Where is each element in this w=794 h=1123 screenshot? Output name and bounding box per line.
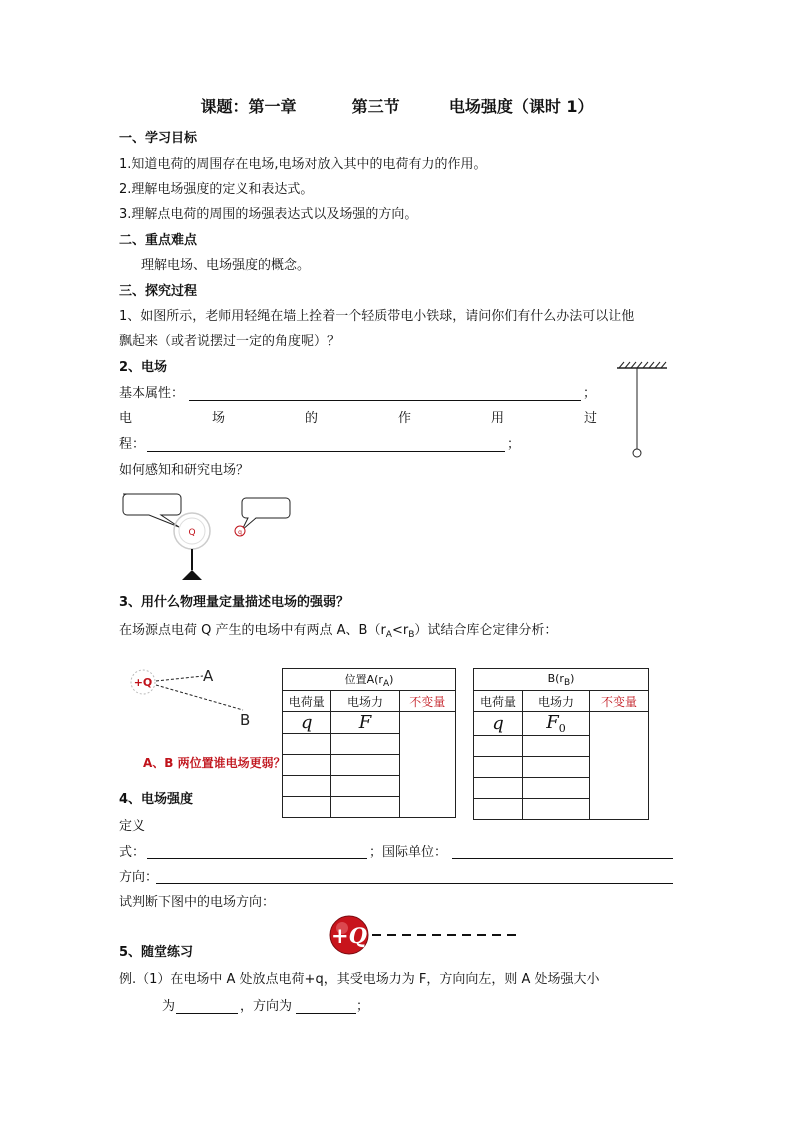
how-question: 如何感知和研究电场？ <box>119 463 250 478</box>
header-charge: 电荷量 <box>474 691 523 712</box>
unit-label: ；国际单位： <box>369 845 448 860</box>
table-position-b <box>473 668 649 820</box>
test-charge-label: q <box>238 529 242 536</box>
direction-blank[interactable] <box>156 883 673 884</box>
key-point-text: 理解电场、电场强度的概念。 <box>141 258 311 273</box>
intro-less-than: <r <box>391 623 409 638</box>
table-a-caption: 位置$A(r_A)$ <box>283 669 456 691</box>
point-a-label: A <box>203 667 214 685</box>
field-sensing-figure <box>118 490 298 585</box>
header-force: 电场力 <box>331 691 399 712</box>
page-title <box>0 98 794 116</box>
intro-text-b: ）试结合库仑定律分析： <box>414 623 558 638</box>
point-b-label: B <box>240 711 251 729</box>
process-char: 的 <box>305 411 319 426</box>
process-char: 场 <box>212 411 226 426</box>
subscript-a: A <box>385 630 392 640</box>
pendulum-figure <box>605 360 675 465</box>
line-to-a <box>156 676 203 681</box>
process-char: 作 <box>398 411 412 426</box>
intro-text-a: 在场源点电荷 Q 产生的电场中有两点 A、B（r <box>119 623 386 638</box>
question-1-line1: 1、如图所示，老师用轻绳在墙上拴着一个轻质带电小铁球，请问你们有什么办法可以让他 <box>119 309 635 324</box>
table-cell[interactable] <box>523 799 590 820</box>
charge-label: +Q <box>331 923 367 948</box>
judge-direction-text: 试判断下图中的电场方向： <box>119 895 276 910</box>
table-cell[interactable] <box>283 776 331 797</box>
header-invariant: 不变量 <box>399 691 455 712</box>
objective-item: 2.理解电场强度的定义和表达式。 <box>119 182 314 197</box>
table-cell[interactable] <box>474 799 523 820</box>
intensity-heading: 4、电场强度 <box>119 792 194 807</box>
direction-label: 方向： <box>119 870 159 885</box>
cell-invariant[interactable] <box>399 712 455 818</box>
title-section: 第三节 <box>351 97 400 116</box>
process-blank[interactable] <box>147 451 505 452</box>
stand-base <box>182 570 202 580</box>
objective-item: 1.知道电荷的周围存在电场,电场对放入其中的电荷有力的作用。 <box>119 157 487 172</box>
line-to-b <box>156 685 243 710</box>
table-cell[interactable] <box>283 797 331 818</box>
process-char: 电 <box>119 411 133 426</box>
header-charge: 电荷量 <box>283 691 331 712</box>
example-direction-label: ，方向为 <box>240 999 293 1014</box>
section3-heading: 三、探究过程 <box>119 284 198 299</box>
cell-q: q <box>283 712 331 734</box>
quantity-intro <box>119 622 557 644</box>
example-line-1: 例.（1）在电场中 A 处放点电荷+q，其受电场力为 F，方向向左，则 A 处场强大小 <box>119 972 600 987</box>
section1-heading: 一、学习目标 <box>119 131 198 146</box>
table-cell[interactable] <box>331 797 399 818</box>
source-charge-label: Q <box>188 528 196 538</box>
definition-label: 定义 <box>119 819 146 834</box>
speech-bubble-left <box>123 494 181 527</box>
table-cell[interactable] <box>331 755 399 776</box>
charged-ball <box>633 449 641 457</box>
direction-answer-blank[interactable] <box>296 1013 356 1014</box>
punctuation: ； <box>356 999 370 1014</box>
objective-item: 3.理解点电荷的周围的场强表达式以及场强的方向。 <box>119 207 418 222</box>
process-char: 用 <box>491 411 505 426</box>
table-cell[interactable] <box>474 757 523 778</box>
table-cell[interactable] <box>283 755 331 776</box>
points-ab-figure <box>125 660 275 730</box>
speech-bubble-right <box>242 498 290 530</box>
ceiling-hatching <box>619 362 666 368</box>
subscript-b: B <box>408 630 415 640</box>
punctuation: ； <box>507 437 521 452</box>
table-b-caption: $B(r_B)$ <box>474 669 649 691</box>
section2-heading: 二、重点难点 <box>119 233 198 248</box>
basic-property-blank[interactable] <box>189 400 581 401</box>
magnitude-blank[interactable] <box>176 1013 238 1014</box>
process-label: 程： <box>119 437 146 452</box>
cell-f: F <box>331 712 399 734</box>
unit-blank[interactable] <box>452 858 673 859</box>
practice-heading: 5、随堂练习 <box>119 945 194 960</box>
definition-blank[interactable] <box>147 858 367 859</box>
title-topic: 电场强度（课时 1） <box>448 97 594 116</box>
quantity-heading: 3、用什么物理量定量描述电场的强弱？ <box>119 595 350 610</box>
table-cell[interactable] <box>523 757 590 778</box>
process-char: 过 <box>584 411 598 426</box>
definition-label-2: 式： <box>119 845 146 860</box>
field-heading: 2、电场 <box>119 360 168 375</box>
table-cell[interactable] <box>474 778 523 799</box>
title-chapter: 课题：第一章 <box>200 97 297 116</box>
header-force: 电场力 <box>523 691 590 712</box>
table-cell[interactable] <box>331 734 399 755</box>
question-1-line2: 飘起来（或者说摆过一定的角度呢）？ <box>119 334 341 349</box>
table-cell[interactable] <box>523 778 590 799</box>
weaker-field-question: A、B 两位置谁电场更弱？ <box>143 756 286 770</box>
basic-property-label: 基本属性： <box>119 386 185 401</box>
cell-invariant[interactable] <box>590 712 649 820</box>
table-cell[interactable] <box>523 736 590 757</box>
table-cell[interactable] <box>283 734 331 755</box>
table-cell[interactable] <box>331 776 399 797</box>
example-answer-prefix: 为 <box>162 999 176 1014</box>
punctuation: ； <box>583 386 597 401</box>
table-position-a <box>282 668 456 818</box>
table-cell[interactable] <box>474 736 523 757</box>
plus-q-label: +Q <box>133 676 153 689</box>
header-invariant: 不变量 <box>590 691 649 712</box>
cell-q: q <box>474 712 523 736</box>
cell-f0: $F_0$ <box>523 712 590 736</box>
charge-direction-figure <box>328 914 523 956</box>
